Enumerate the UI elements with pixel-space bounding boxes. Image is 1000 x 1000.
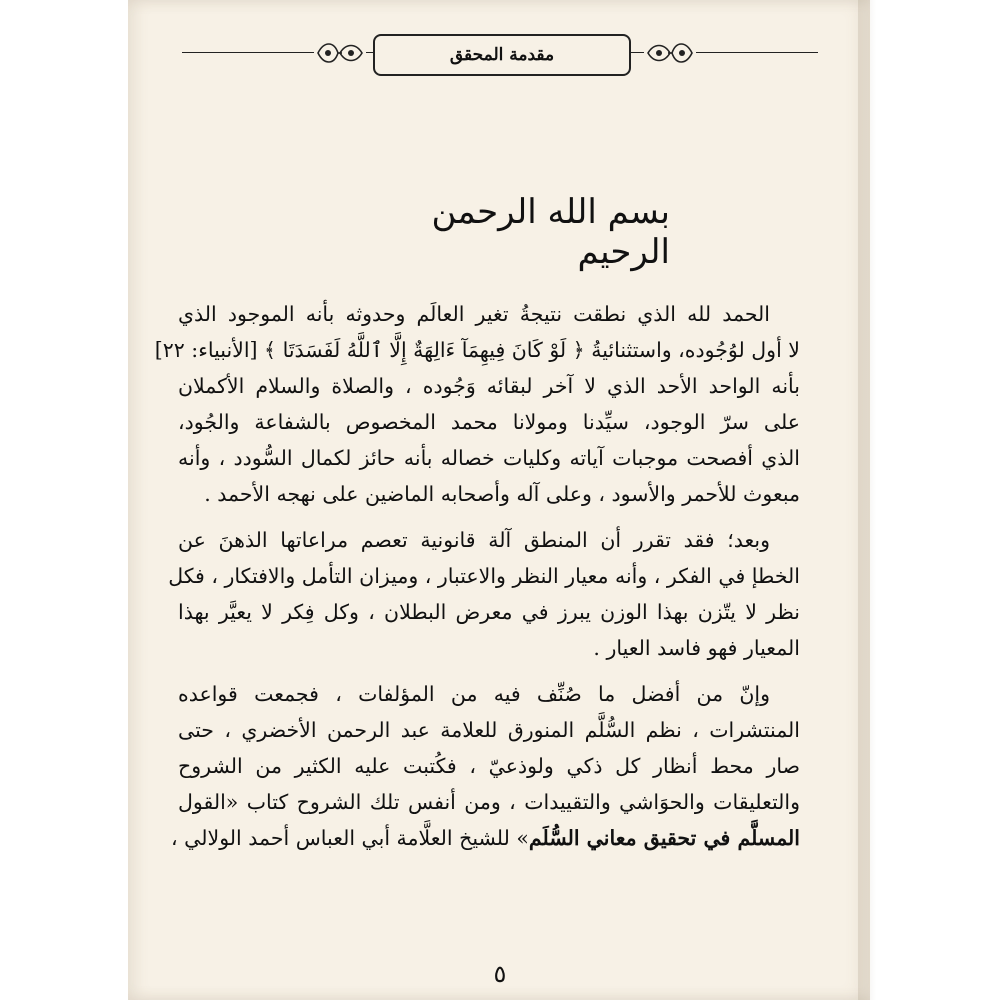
text-line-last: [171, 820, 800, 856]
text-line: الحمد لله الذي نطقت نتيجةُ تغير العالَم وحدوثه بأنه الموجود الذي: [178, 302, 770, 326]
basmala-calligraphy: بسم الله الرحمن الرحيم: [431, 192, 670, 272]
book-title-bold: المسلَّم في تحقيق معاني السُّلَم: [528, 826, 800, 850]
text-line-rest: » للشيخ العلَّامة أبي العباس أحمد الولالي ،: [171, 826, 529, 850]
text-line: الخطإ في الفكر ، وأنه معيار النظر والاعتبار ، وميزان التأمل والافتكار ، فكل: [168, 564, 800, 588]
text-line: المعيار فهو فاسد العيار .: [593, 636, 800, 660]
paragraph-2: [168, 522, 800, 666]
body-text: [154, 296, 800, 866]
text-line: لا أول لوُجُوده، واستثنائيةُ ﴿ لَوْ كَانَ فِيهِمَآ ءَالِهَةٌ إِلَّا ٱللَّهُ لَفَسَدَتَا ﴾ [الأنبياء: ٢٢]: [154, 338, 800, 362]
text-line: الذي أفصحت موجبات آياته وكليات خصاله بأنه حائز لكمال السُّودد ، وأنه: [178, 446, 800, 470]
header-ornament-left-icon: [314, 36, 366, 70]
text-line: المنتشرات ، نظم السُّلَّم المنورق للعلامة عبد الرحمن الأخضري ، حتى: [178, 718, 800, 742]
text-line: صار محط أنظار كل ذكي ولوذعيّ ، فكُتبت عليه الكثير من الشروح: [178, 754, 800, 778]
text-line: وإنّ من أفضل ما صُنِّف فيه من المؤلفات ، فجمعت قواعده: [178, 682, 770, 706]
text-line: نظر لا يتّزن بهذا الوزن يبرز في معرض البطلان ، وكل فِكر لا يعيَّر بهذا: [178, 600, 800, 624]
text-line: بأنه الواحد الأحد الذي لا آخر لبقائه وَجُوده ، والصلاة والسلام الأكملان: [178, 374, 800, 398]
page-header: [182, 34, 818, 74]
paragraph-3: [171, 676, 800, 856]
header-ornament-right-icon: [644, 36, 696, 70]
page-binding-shadow: [858, 0, 876, 1000]
header-title: مقدمة المحقق: [373, 34, 631, 76]
text-line: على سرّ الوجود، سيِّدنا ومولانا محمد المخصوص بالشفاعة والجُود،: [178, 410, 800, 434]
page-number: ٥: [493, 960, 507, 988]
text-line: وبعد؛ فقد تقرر أن المنطق آلة قانونية تعصم مراعاتها الذهنَ عن: [178, 528, 770, 552]
paragraph-1: [154, 296, 800, 512]
text-line: والتعليقات والحوَاشي والتقييدات ، ومن أنفس تلك الشروح كتاب «القول: [178, 790, 800, 814]
text-line: مبعوث للأحمر والأسود ، وعلى آله وأصحابه الماضين على نهجه الأحمد .: [204, 482, 800, 506]
